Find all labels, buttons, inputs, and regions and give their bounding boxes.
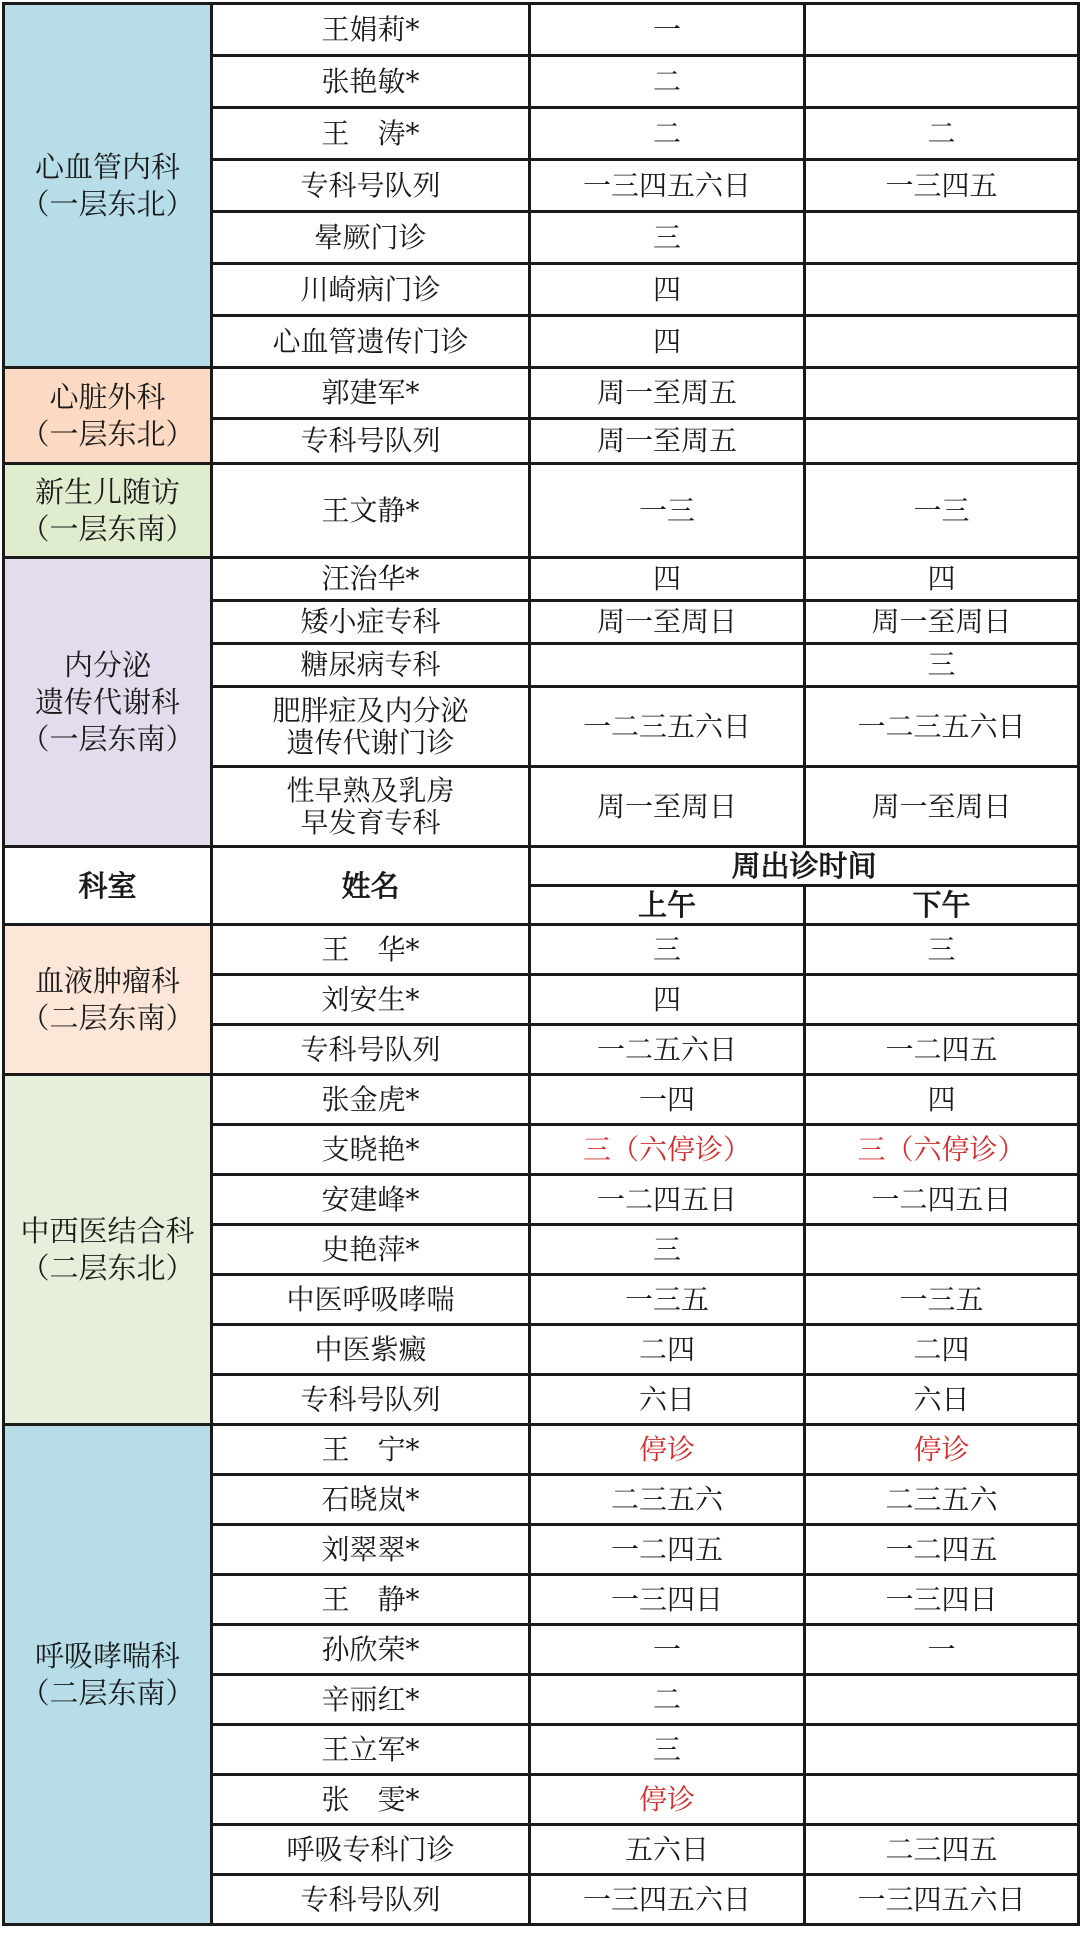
- doctor-name-cell: [212, 160, 530, 212]
- afternoon-cell: [805, 419, 1079, 464]
- afternoon-cell: [805, 1775, 1079, 1825]
- cell-line: 王 华*: [321, 932, 420, 966]
- doctor-name-cell: [212, 1475, 530, 1525]
- cell-line: 血液肿瘤科: [34, 963, 180, 998]
- cell-line: 王娟莉*: [321, 12, 420, 46]
- header-pm: 下午: [805, 886, 1079, 925]
- afternoon-cell: 一三: [805, 464, 1079, 558]
- afternoon-cell: 二三四五: [805, 1825, 1079, 1875]
- afternoon-cell: 一二三五六日: [805, 687, 1079, 767]
- morning-cell: 四: [530, 316, 805, 368]
- afternoon-cell: 一三四日: [805, 1575, 1079, 1625]
- afternoon-cell: 三: [805, 925, 1079, 975]
- header-row: [4, 847, 1079, 886]
- doctor-name-cell: [212, 1225, 530, 1275]
- afternoon-cell: [805, 264, 1079, 316]
- morning-cell: 一: [530, 1625, 805, 1675]
- morning-cell: 三: [530, 212, 805, 264]
- cell-line: （一层东北）: [20, 416, 195, 451]
- department-cell: [4, 1425, 212, 1925]
- doctor-name-cell: [212, 767, 530, 847]
- cell-line: 遗传代谢门诊: [286, 725, 455, 759]
- doctor-name-cell: [212, 56, 530, 108]
- cell-line: 糖尿病专科: [300, 648, 441, 681]
- cell-line: 中医呼吸哮喘: [286, 1282, 455, 1316]
- cell-line: 史艳萍*: [321, 1232, 420, 1266]
- morning-cell: 一三四日: [530, 1575, 805, 1625]
- afternoon-cell: 六日: [805, 1375, 1079, 1425]
- table-row: [4, 4, 1079, 56]
- cell-line: 王立军*: [321, 1732, 420, 1766]
- cell-line: 郭建军*: [321, 376, 420, 409]
- morning-cell: [530, 644, 805, 687]
- morning-cell: 三（六停诊）: [530, 1125, 805, 1175]
- doctor-name-cell: [212, 316, 530, 368]
- cell-line: 张金虎*: [321, 1082, 420, 1116]
- afternoon-cell: 一二四五: [805, 1525, 1079, 1575]
- morning-cell: 停诊: [530, 1425, 805, 1475]
- cell-line: 刘翠翠*: [321, 1532, 420, 1566]
- department-cell: [4, 558, 212, 847]
- cell-line: （二层东南）: [20, 1675, 195, 1710]
- header-name: 姓名: [212, 847, 530, 925]
- doctor-name-cell: [212, 1575, 530, 1625]
- cell-line: 呼吸专科门诊: [286, 1832, 455, 1866]
- cell-line: 汪治华*: [321, 562, 420, 595]
- cell-line: 晕厥门诊: [314, 220, 427, 254]
- cell-line: 专科号队列: [300, 1882, 441, 1916]
- afternoon-cell: 停诊: [805, 1425, 1079, 1475]
- cell-line: 王 静*: [321, 1582, 420, 1616]
- cell-line: （二层东南）: [20, 1000, 195, 1035]
- afternoon-cell: [805, 56, 1079, 108]
- doctor-name-cell: [212, 558, 530, 601]
- clinic-schedule-table: [2, 2, 1080, 1926]
- cell-line: 张 雯*: [321, 1782, 420, 1816]
- cell-line: 遗传代谢科: [34, 684, 180, 719]
- cell-line: 内分泌: [63, 647, 151, 682]
- cell-line: 呼吸哮喘科: [34, 1638, 180, 1673]
- afternoon-cell: [805, 975, 1079, 1025]
- morning-cell: 二: [530, 56, 805, 108]
- afternoon-cell: [805, 1675, 1079, 1725]
- afternoon-cell: 三: [805, 644, 1079, 687]
- afternoon-cell: [805, 368, 1079, 419]
- cell-line: 中西医结合科: [20, 1213, 195, 1248]
- cell-line: 矮小症专科: [300, 605, 441, 638]
- cell-line: 专科号队列: [300, 168, 441, 202]
- afternoon-cell: 一: [805, 1625, 1079, 1675]
- afternoon-cell: 一二四五日: [805, 1175, 1079, 1225]
- table-row: [4, 1075, 1079, 1125]
- department-cell: [4, 925, 212, 1075]
- doctor-name-cell: [212, 1825, 530, 1875]
- morning-cell: 一三: [530, 464, 805, 558]
- afternoon-cell: 一三四五六日: [805, 1875, 1079, 1925]
- doctor-name-cell: [212, 1375, 530, 1425]
- table-row: [4, 1425, 1079, 1475]
- doctor-name-cell: [212, 1175, 530, 1225]
- table-row: [4, 368, 1079, 419]
- department-cell: [4, 1075, 212, 1425]
- afternoon-cell: 三（六停诊）: [805, 1125, 1079, 1175]
- morning-cell: 三: [530, 925, 805, 975]
- doctor-name-cell: [212, 1325, 530, 1375]
- doctor-name-cell: [212, 1025, 530, 1075]
- cell-line: （一层东南）: [20, 721, 195, 756]
- cell-line: （一层东南）: [20, 511, 195, 546]
- doctor-name-cell: [212, 419, 530, 464]
- header-am: 上午: [530, 886, 805, 925]
- schedule-body: [4, 4, 1079, 1925]
- doctor-name-cell: [212, 687, 530, 767]
- morning-cell: 周一至周日: [530, 767, 805, 847]
- doctor-name-cell: [212, 1425, 530, 1475]
- cell-line: 安建峰*: [321, 1182, 420, 1216]
- afternoon-cell: 一三四五: [805, 160, 1079, 212]
- header-dept: 科室: [4, 847, 212, 925]
- morning-cell: 一二五六日: [530, 1025, 805, 1075]
- doctor-name-cell: [212, 601, 530, 644]
- afternoon-cell: 周一至周日: [805, 767, 1079, 847]
- cell-line: 刘安生*: [321, 982, 420, 1016]
- morning-cell: 一三五: [530, 1275, 805, 1325]
- morning-cell: 一四: [530, 1075, 805, 1125]
- afternoon-cell: 二四: [805, 1325, 1079, 1375]
- morning-cell: 二: [530, 108, 805, 160]
- cell-line: 新生儿随访: [34, 474, 180, 509]
- cell-line: 早发育专科: [300, 805, 441, 839]
- doctor-name-cell: [212, 1775, 530, 1825]
- afternoon-cell: [805, 1225, 1079, 1275]
- morning-cell: 周一至周五: [530, 419, 805, 464]
- afternoon-cell: [805, 4, 1079, 56]
- morning-cell: 一三四五六日: [530, 1875, 805, 1925]
- cell-line: 肥胖症及内分泌: [272, 693, 469, 727]
- cell-line: 辛丽红*: [321, 1682, 420, 1716]
- afternoon-cell: 一二四五: [805, 1025, 1079, 1075]
- afternoon-cell: 周一至周日: [805, 601, 1079, 644]
- afternoon-cell: [805, 1725, 1079, 1775]
- doctor-name-cell: [212, 1275, 530, 1325]
- doctor-name-cell: [212, 264, 530, 316]
- department-cell: [4, 464, 212, 558]
- cell-line: 王 涛*: [321, 116, 420, 150]
- morning-cell: 停诊: [530, 1775, 805, 1825]
- cell-line: 王文静*: [321, 493, 420, 527]
- doctor-name-cell: [212, 1625, 530, 1675]
- morning-cell: 五六日: [530, 1825, 805, 1875]
- cell-line: 张艳敏*: [321, 64, 420, 98]
- cell-line: 性早熟及乳房: [286, 773, 455, 807]
- doctor-name-cell: [212, 108, 530, 160]
- morning-cell: 一: [530, 4, 805, 56]
- afternoon-cell: 四: [805, 558, 1079, 601]
- afternoon-cell: [805, 316, 1079, 368]
- morning-cell: 二四: [530, 1325, 805, 1375]
- department-cell: [4, 368, 212, 464]
- morning-cell: 四: [530, 975, 805, 1025]
- doctor-name-cell: [212, 368, 530, 419]
- doctor-name-cell: [212, 1075, 530, 1125]
- morning-cell: 周一至周日: [530, 601, 805, 644]
- cell-line: （一层东北）: [20, 186, 195, 221]
- doctor-name-cell: [212, 925, 530, 975]
- morning-cell: 六日: [530, 1375, 805, 1425]
- cell-line: 中医紫癜: [314, 1332, 427, 1366]
- header-weekly: 周出诊时间: [530, 847, 1079, 886]
- morning-cell: 四: [530, 264, 805, 316]
- cell-line: 石晓岚*: [321, 1482, 420, 1516]
- doctor-name-cell: [212, 1725, 530, 1775]
- morning-cell: 一三四五六日: [530, 160, 805, 212]
- cell-line: 专科号队列: [300, 424, 441, 457]
- cell-line: 心血管遗传门诊: [272, 324, 469, 358]
- afternoon-cell: [805, 212, 1079, 264]
- afternoon-cell: 四: [805, 1075, 1079, 1125]
- cell-line: 专科号队列: [300, 1382, 441, 1416]
- morning-cell: 一二四五日: [530, 1175, 805, 1225]
- morning-cell: 周一至周五: [530, 368, 805, 419]
- cell-line: 心血管内科: [34, 149, 180, 184]
- afternoon-cell: 一三五: [805, 1275, 1079, 1325]
- morning-cell: 三: [530, 1725, 805, 1775]
- table-row: [4, 558, 1079, 601]
- doctor-name-cell: [212, 975, 530, 1025]
- afternoon-cell: 二: [805, 108, 1079, 160]
- doctor-name-cell: [212, 1875, 530, 1925]
- morning-cell: 三: [530, 1225, 805, 1275]
- cell-line: 孙欣荣*: [321, 1632, 420, 1666]
- cell-line: 专科号队列: [300, 1032, 441, 1066]
- morning-cell: 一二三五六日: [530, 687, 805, 767]
- morning-cell: 二: [530, 1675, 805, 1725]
- morning-cell: 一二四五: [530, 1525, 805, 1575]
- morning-cell: 四: [530, 558, 805, 601]
- doctor-name-cell: [212, 212, 530, 264]
- afternoon-cell: 二三五六: [805, 1475, 1079, 1525]
- doctor-name-cell: [212, 4, 530, 56]
- doctor-name-cell: [212, 464, 530, 558]
- cell-line: 心脏外科: [49, 379, 166, 414]
- table-row: [4, 925, 1079, 975]
- cell-line: 川崎病门诊: [300, 272, 441, 306]
- table-row: [4, 464, 1079, 558]
- doctor-name-cell: [212, 1525, 530, 1575]
- morning-cell: 二三五六: [530, 1475, 805, 1525]
- doctor-name-cell: [212, 1125, 530, 1175]
- department-cell: [4, 4, 212, 368]
- doctor-name-cell: [212, 1675, 530, 1725]
- cell-line: 王 宁*: [321, 1432, 420, 1466]
- cell-line: 支晓艳*: [321, 1132, 420, 1166]
- doctor-name-cell: [212, 644, 530, 687]
- cell-line: （二层东北）: [20, 1250, 195, 1285]
